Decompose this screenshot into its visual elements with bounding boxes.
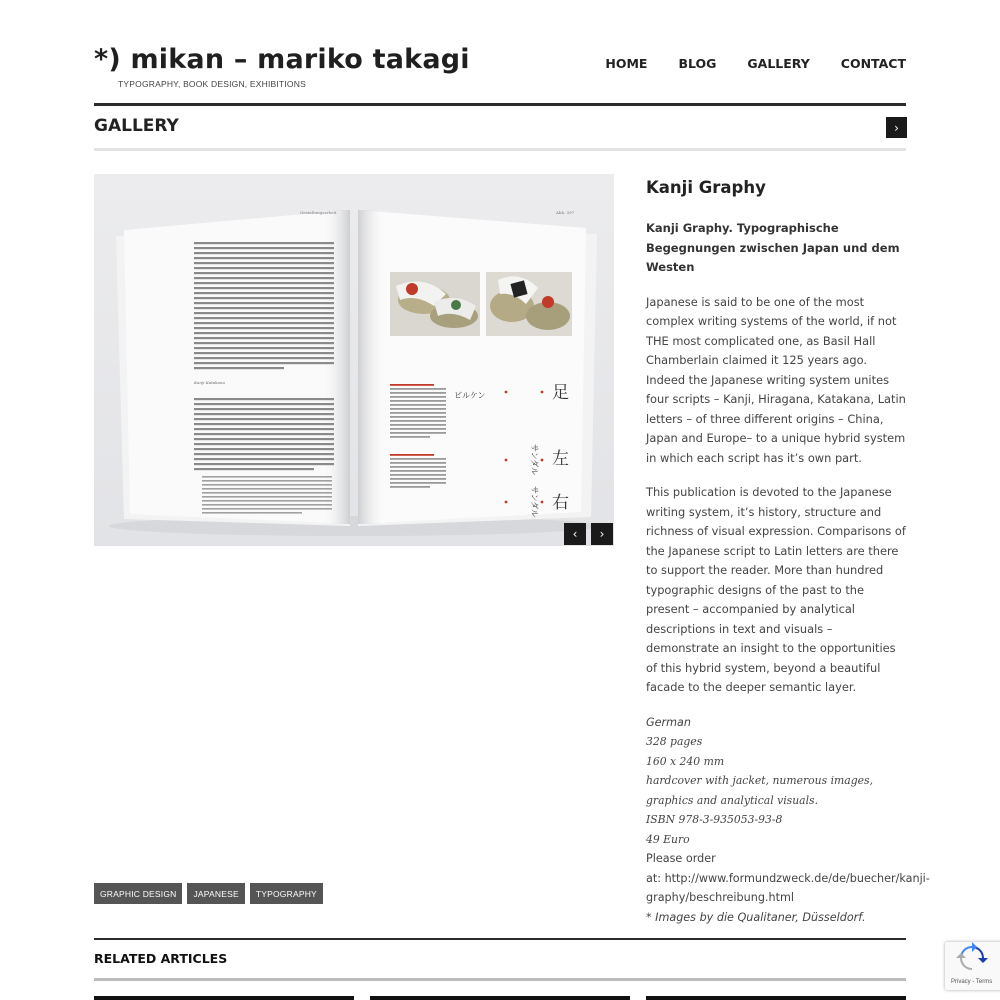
chevron-right-icon: › [894,120,899,135]
image-slider[interactable] [94,174,614,546]
nav-blog[interactable]: BLOG [678,56,717,71]
slider-prev-button[interactable] [564,523,586,545]
article-title: Kanji Graphy [646,178,766,197]
sandals-photo-right [486,272,572,336]
main-nav [574,56,906,71]
left-page-header: Gestaltungsarbeit [300,210,337,215]
kanji-hidari: 左 [552,449,569,469]
section-divider [94,148,906,151]
tag-japanese[interactable]: JAPANESE [187,883,244,904]
detail-pages: 328 pages [646,735,703,748]
next-post-button[interactable] [886,117,907,138]
article-paragraph-1: Japanese is said to be one of the most complex writing systems of the world, if not THE most complicated one, as Basil Hall Chamberlain claimed it 125 years ago. Indeed the Japanese writing system unites four scripts – Kanji, Hiragana, Katakana, Latin letters – of three different origins – China, Japan and Europe– to a unique hybrid system in which each script has it’s own part. [646,294,906,465]
kanji-ashi: 足 [552,383,569,403]
nav-home[interactable]: HOME [605,56,648,71]
article-subtitle: Kanji Graphy. Typographische Begegnungen zwischen Japan und dem Westen [646,221,900,274]
related-article-thumbnail[interactable] [370,996,630,1000]
order-link[interactable]: Please order at: http://www.formundzweck.de/de/buecher/kanji-graphy/beschreibung.html [646,852,930,904]
tag-typography[interactable]: TYPOGRAPHY [250,883,323,904]
nav-gallery[interactable]: GALLERY [747,56,810,71]
sandals-photo-left [390,272,480,336]
katakana-sandaru-2: サンダル [530,486,539,518]
slider-next-button[interactable] [591,523,613,545]
katakana-bilken: ビルケン [454,391,486,400]
nav-contact[interactable]: CONTACT [840,56,906,71]
left-page-section-heading: Kanji Katakana [194,380,225,385]
chevron-left-icon: ‹ [572,527,578,541]
recaptcha-links[interactable]: Privacy - Terms [951,979,993,985]
related-article-thumbnail[interactable] [646,996,906,1000]
right-page-header: Abb. 397 [556,210,575,215]
kanji-migi: 右 [552,493,569,513]
book-photo [94,174,614,546]
image-credit: * Images by die Qualitaner, Düsseldorf. [646,910,866,924]
related-divider-top [94,938,906,940]
site-title[interactable]: *) mikan – mariko takagi [94,44,470,75]
chevron-right-icon: › [599,527,605,541]
related-articles-heading: RELATED ARTICLES [94,951,228,966]
tag-list [94,883,328,904]
header-divider [94,103,906,106]
katakana-sandaru-1: サンダル [530,444,539,476]
section-heading: GALLERY [94,116,179,136]
article-content [646,176,930,927]
recaptcha-badge[interactable] [945,942,1000,990]
detail-binding: hardcover with jacket, numerous images, graphics and analytical visuals. [646,774,874,807]
related-divider-bottom [94,978,906,981]
article-paragraph-2: This publication is devoted to the Japanese writing system, it’s history, structure and richness of visual expression. Comparisons of the Japanese script to Latin letters are there to support the reader. More than hundred typographic designs of the past to the present – accompanied by analytical descriptions in text and visuals – demonstrate an insight to the opportunities of this hybrid system, beyond a beautiful facade to the deeper semantic layer. [646,485,906,694]
detail-size: 160 x 240 mm [646,754,725,768]
tag-graphic-design[interactable]: GRAPHIC DESIGN [94,883,182,904]
book-details [646,713,930,928]
detail-isbn: ISBN 978-3-935053-93-8 [646,813,783,826]
related-article-thumbnail[interactable] [94,996,354,1000]
site-tagline: TYPOGRAPHY, BOOK DESIGN, EXHIBITIONS [118,79,306,89]
detail-price: 49 Euro [646,832,690,846]
recaptcha-icon [945,942,1000,978]
detail-language: German [646,715,691,729]
